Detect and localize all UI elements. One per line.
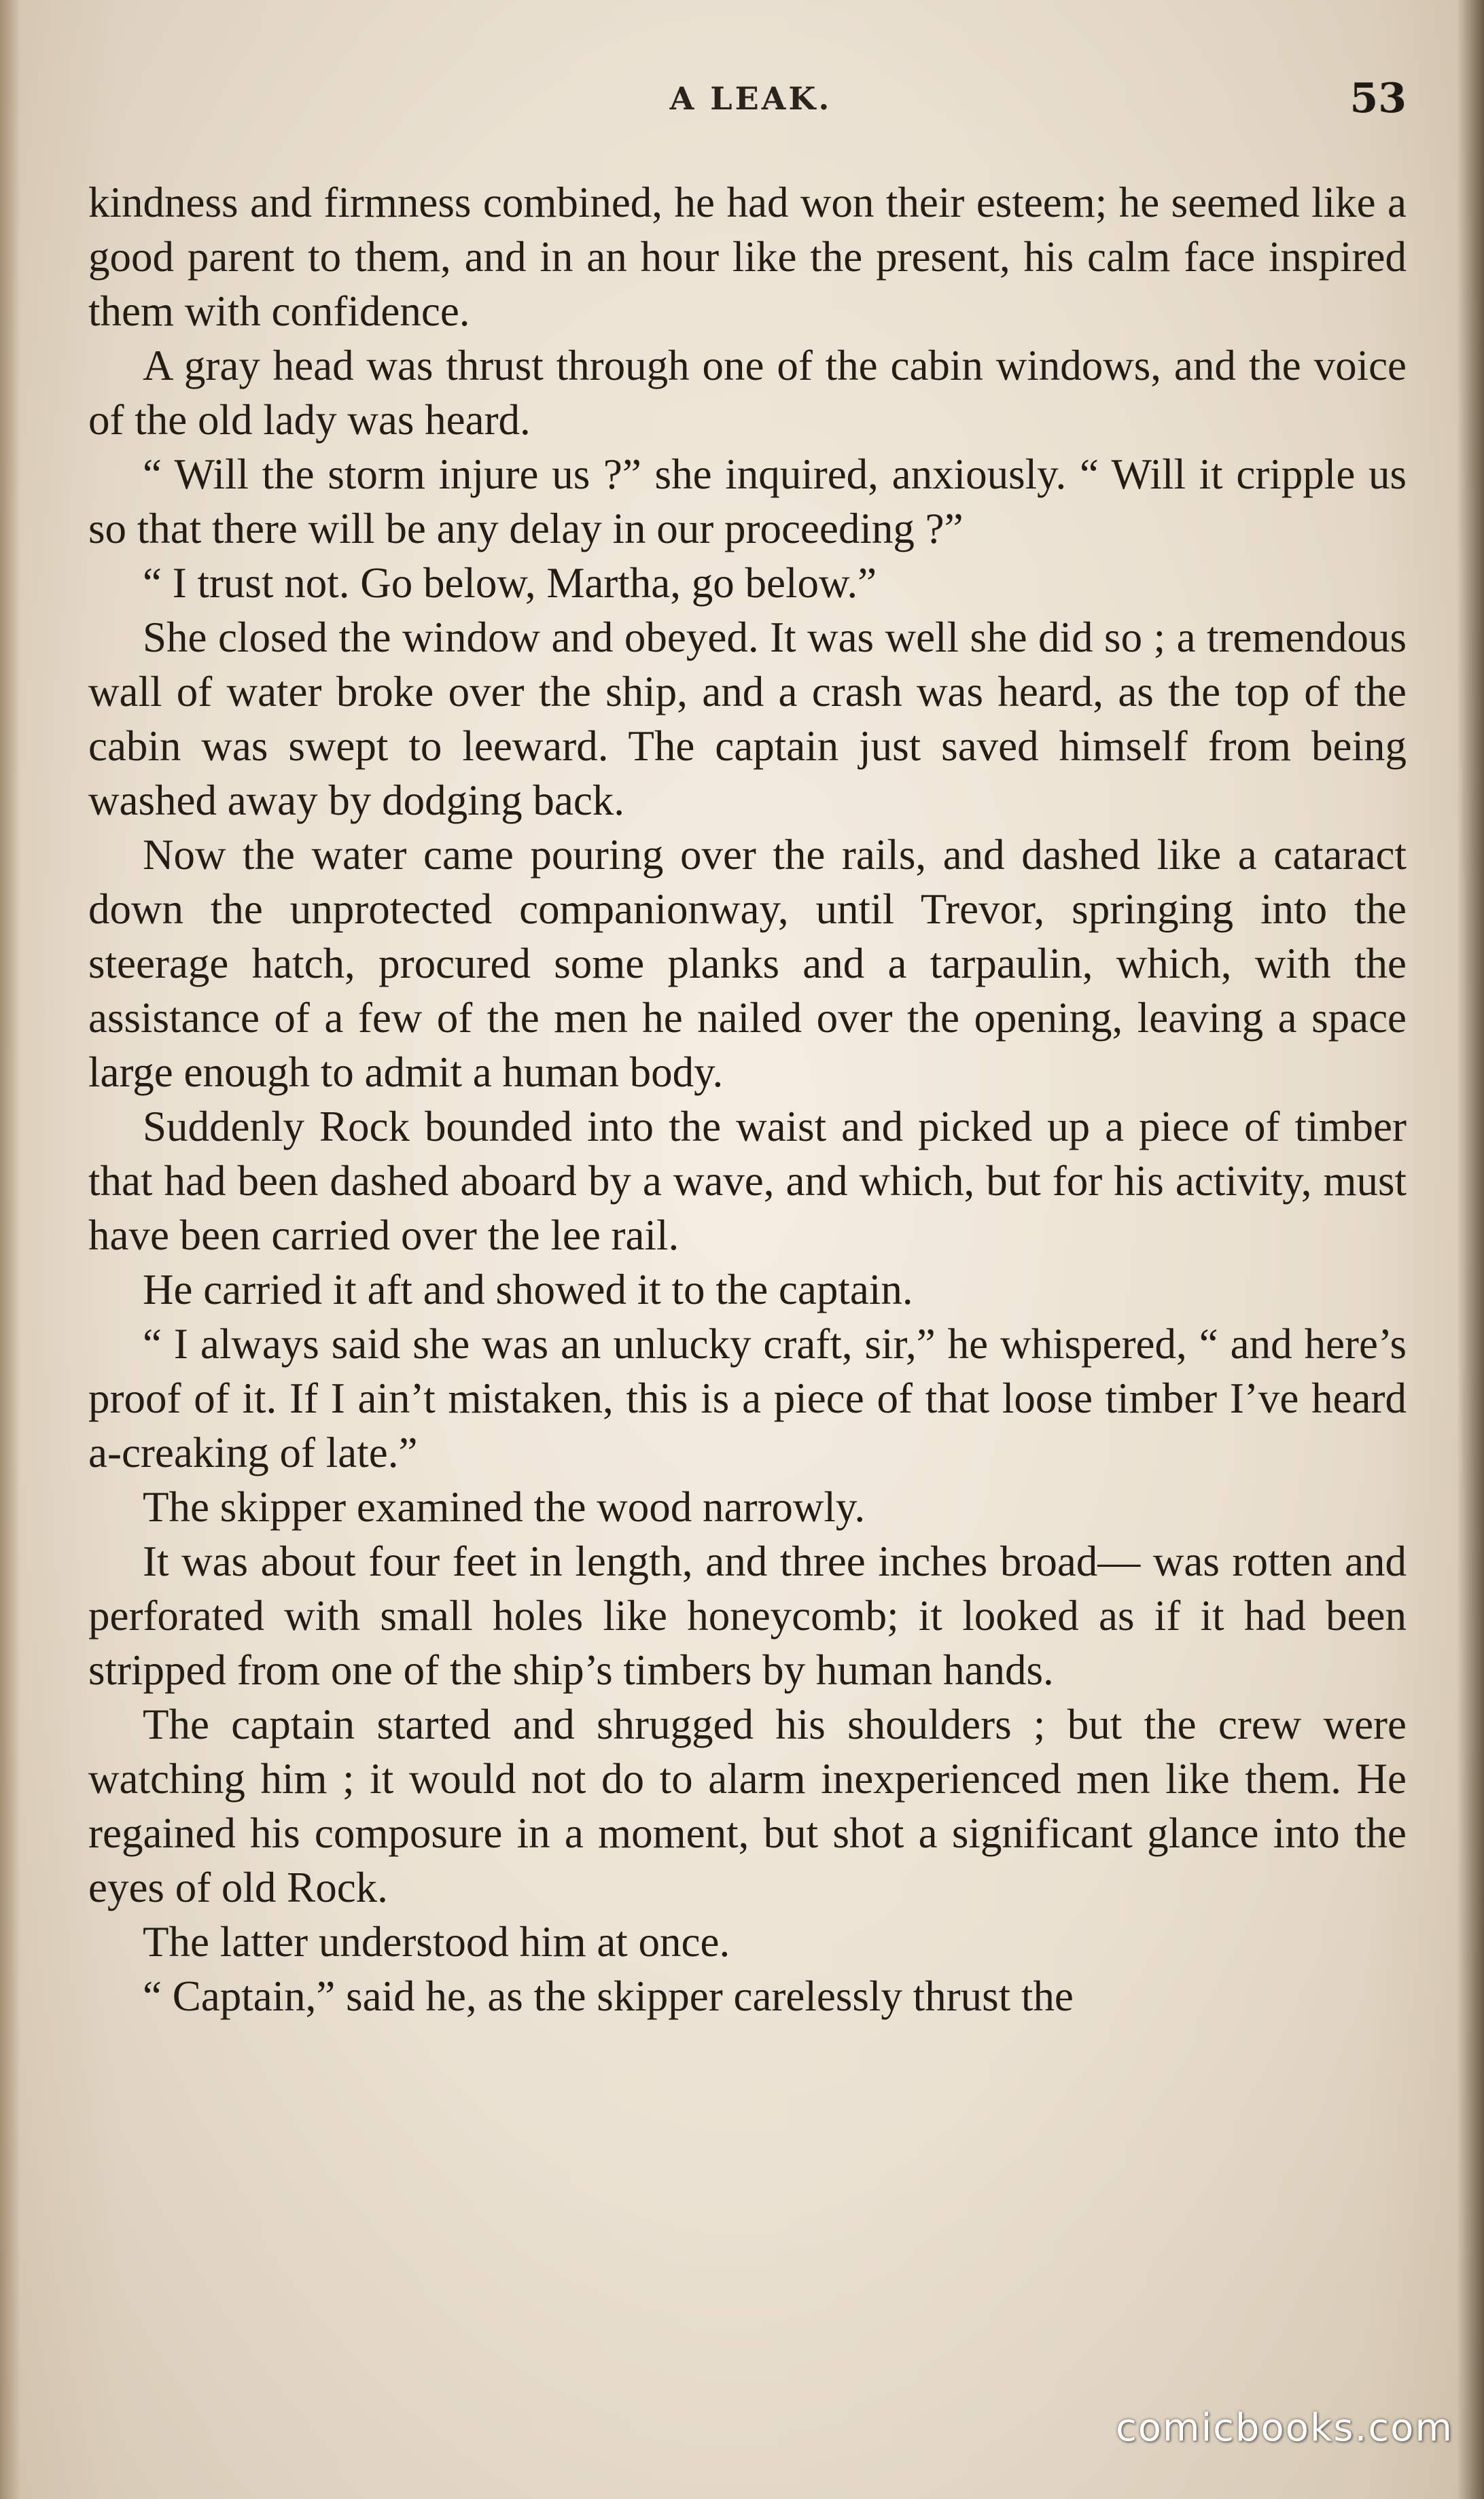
paragraph: The skipper examined the wood narrowly. [143, 1483, 866, 1531]
page-edge-shadow-right [1457, 0, 1484, 2499]
paragraph: “ I trust not. Go below, Martha, go below.” [143, 559, 877, 607]
watermark: comicbooks.com [1115, 2406, 1453, 2450]
paragraph: “ I always said she was an unlucky craft, sir,” he whispered, “ and here’s proof of it. If I ain’t mistaken, this is a piece of that loose timber I’ve heard a-creaking of late.” [88, 1320, 1407, 1476]
running-head [95, 75, 1407, 129]
paragraph: “ Captain,” said he, as the skipper carelessly thrust the [143, 1972, 1074, 2020]
paragraph: kindness and firmness combined, he had won their esteem; he seemed like a good parent to them, and in an hour like the present, his calm face inspired them with confidence. [88, 179, 1407, 335]
page-number: 53 [1349, 75, 1407, 122]
paragraph: A gray head was thrust through one of the cabin windows, and the voice of the old lady was heard. [88, 342, 1407, 444]
paragraph: She closed the window and obeyed. It was well she did so ; a tremendous wall of water broke over the ship, and a crash was heard, as the top of the cabin was swept to leeward. The captain just saved himself from being washed away by dodging back. [88, 614, 1407, 824]
paragraph: It was about four feet in length, and three inches broad— was rotten and perforated with small holes like honeycomb; it looked as if it had been stripped from one of the ship’s timbers by human hands. [88, 1538, 1407, 1694]
body-text [88, 175, 1407, 2023]
paragraph: The latter understood him at once. [143, 1918, 730, 1966]
paragraph: “ Will the storm injure us ?” she inquired, anxiously. “ Will it cripple us so that there will be any delay in our proceeding ?” [88, 450, 1407, 552]
chapter-heading: A LEAK. [669, 80, 832, 117]
paragraph: He carried it aft and showed it to the captain. [143, 1266, 913, 1313]
paragraph: Now the water came pouring over the rails, and dashed like a cataract down the unprotected companionway, until Trevor, springing into the steerage hatch, procured some planks and a tarpaulin, which, with the assistance of a few of the men he nailed over the opening, leaving a space large enough to admit a human body. [88, 831, 1407, 1096]
paragraph: Suddenly Rock bounded into the waist and picked up a piece of timber that had been dashed aboard by a wave, and which, but for his activity, must have been carried over the lee rail. [88, 1103, 1407, 1259]
paragraph: The captain started and shrugged his shoulders ; but the crew were watching him ; it would not do to alarm inexperienced men like them. He regained his composure in a moment, but shot a significant glance into the eyes of old Rock. [88, 1701, 1407, 1911]
page-edge-shadow-left [0, 0, 20, 2499]
